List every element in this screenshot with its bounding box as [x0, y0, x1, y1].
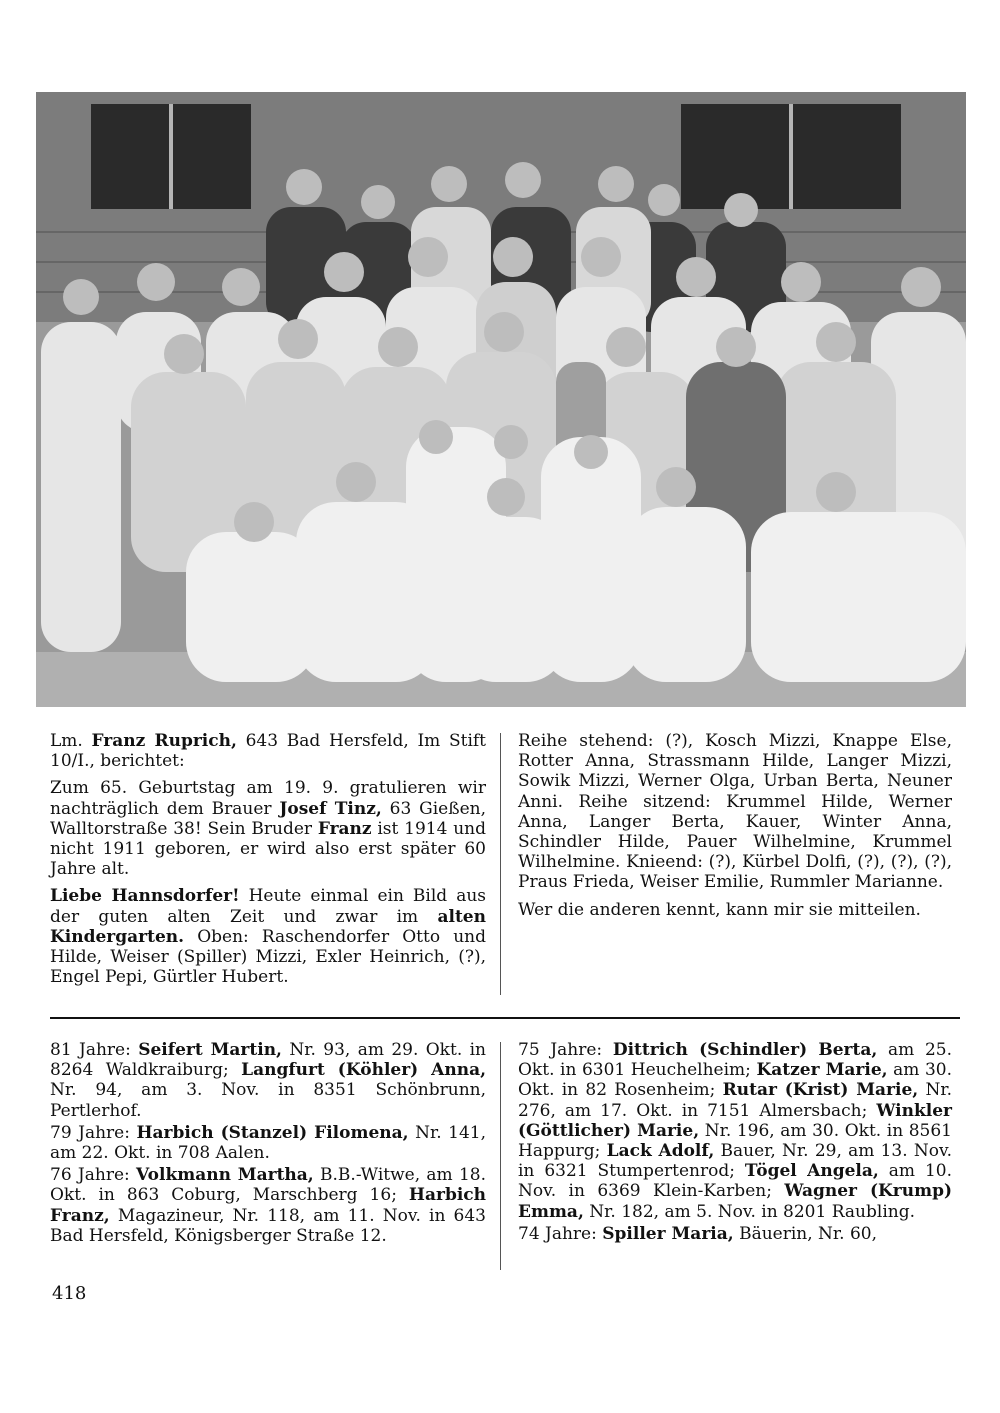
text: Nr. 94, am 3. Nov. in 8351 Schönbrunn, Pertlerhof.: [50, 1080, 486, 1121]
column-divider: [500, 733, 501, 995]
text: 74 Jahre:: [518, 1223, 603, 1244]
text: Bauer, Nr. 29, am 13. Nov. in 6321 Stumpertenrod;: [518, 1141, 952, 1182]
name-franz-ruprich: Franz Ruprich,: [91, 731, 237, 751]
text: Heute einmal ein Bild aus der guten alten Zeit und zwar im: [50, 886, 486, 927]
name: Volkmann Martha,: [136, 1165, 314, 1186]
name-josef-tinz: Josef Tinz,: [279, 798, 382, 819]
page-number: 418: [52, 1283, 87, 1304]
text: 76 Jahre:: [50, 1165, 137, 1186]
group-photo-illustration: [36, 92, 966, 707]
greeting: Liebe Hannsdorfer!: [50, 886, 240, 907]
birthdays-left-column: [50, 1040, 486, 1248]
birthday-entry: [518, 1040, 952, 1222]
section-divider: [50, 1017, 960, 1019]
text: 643 Bad Hersfeld, Im Stift 10/I., berichtet:: [50, 731, 487, 772]
column-divider: [500, 1042, 501, 1270]
text: Oben: Raschendorfer Otto und Hilde, Weiser (Spiller) Mizzi, Exler Heinrich, (?), Engel Pepi, Gürtler Hubert.: [50, 926, 486, 988]
text: 75 Jahre:: [518, 1040, 613, 1060]
intro-paragraph-1: [50, 731, 486, 771]
birthdays-right-column: [518, 1040, 952, 1246]
intro-paragraph-2: [50, 778, 486, 879]
birthday-entry: [50, 1040, 486, 1121]
text: am 10. Nov. in 6369 Klein-Karben;: [518, 1161, 952, 1202]
text: 63 Gießen, Walltorstraße 38! Sein Bruder: [50, 798, 486, 839]
name: Rutar (Krist) Marie,: [722, 1080, 919, 1101]
name: Spiller Maria,: [602, 1223, 734, 1244]
text: Nr. 276, am 17. Okt. in 7151 Almersbach;: [518, 1080, 952, 1121]
birthday-entry: [50, 1123, 486, 1163]
name: Winkler (Göttlicher) Marie,: [518, 1100, 952, 1141]
text: B.B.-Witwe, am 18. Okt. in 863 Coburg, Marschberg 16;: [50, 1165, 486, 1206]
text: Nr. 141, am 22. Okt. in 708 Aalen.: [50, 1122, 486, 1164]
text: ist 1914 und nicht 1911 geboren, er wird also erst später 60 Jahre alt.: [50, 818, 486, 880]
text: 79 Jahre:: [50, 1122, 137, 1143]
birthday-entry: [518, 1224, 952, 1244]
name: Lack Adolf,: [606, 1141, 715, 1162]
caption-paragraph-2: Wer die anderen kennt, kann mir sie mitteilen.: [518, 899, 921, 920]
name: Harbich (Stanzel) Filomena,: [136, 1122, 409, 1143]
text: am 30. Okt. in 82 Rosenheim;: [518, 1060, 952, 1101]
caption-column: [518, 731, 952, 922]
text: Magazineur, Nr. 118, am 11. Nov. in 643 Bad Hersfeld, Königsberger Straße 12.: [50, 1205, 486, 1246]
kindergarten-heading: alten Kindergarten.: [50, 906, 486, 947]
text: Nr. 182, am 5. Nov. in 8201 Raubling.: [583, 1201, 915, 1222]
text: Lm.: [50, 731, 92, 751]
text: Nr. 93, am 29. Okt. in 8264 Waldkraiburg;: [50, 1040, 486, 1081]
name: Tögel Angela,: [744, 1161, 879, 1182]
name: Dittrich (Schindler) Berta,: [612, 1040, 878, 1060]
text: 81 Jahre:: [50, 1040, 139, 1060]
name-franz: Franz: [317, 818, 372, 839]
group-photo: [36, 92, 966, 707]
intro-paragraph-3: [50, 886, 486, 987]
text: Nr. 196, am 30. Okt. in 8561 Happurg;: [518, 1120, 952, 1162]
text: Zum 65. Geburtstag am 19. 9. gratulieren wir nachträglich dem Brauer: [50, 778, 486, 819]
name: Langfurt (Köhler) Anna,: [241, 1060, 487, 1081]
intro-column: [50, 731, 486, 989]
birthday-entry: [50, 1165, 486, 1246]
name: Katzer Marie,: [756, 1060, 888, 1081]
text: am 25. Okt. in 6301 Heuchelheim;: [518, 1040, 952, 1081]
name: Seifert Martin,: [138, 1040, 282, 1060]
name: Harbich Franz,: [50, 1185, 486, 1226]
name: Wagner (Krump) Emma,: [518, 1181, 952, 1222]
text: Bäuerin, Nr. 60,: [733, 1223, 878, 1244]
caption-paragraph-1: Reihe stehend: (?), Kosch Mizzi, Knappe Else, Rotter Anna, Strassmann Hilde, Langer Mizzi, Sowik Mizzi, Werner Olga, Urban Berta, Neuner Anni. Reihe sitzend: Krummel Hilde, Werner Anna, Langer Berta, Kauer, Winter Anna, Schindler Hilde, Pauer Wilhelmine, Krummel Wilhelmine. Knieend: (?), Kürbel Dolfi, (?), (?), (?), Praus Frieda, Weiser Emilie, Rummler Marianne.: [518, 731, 952, 893]
